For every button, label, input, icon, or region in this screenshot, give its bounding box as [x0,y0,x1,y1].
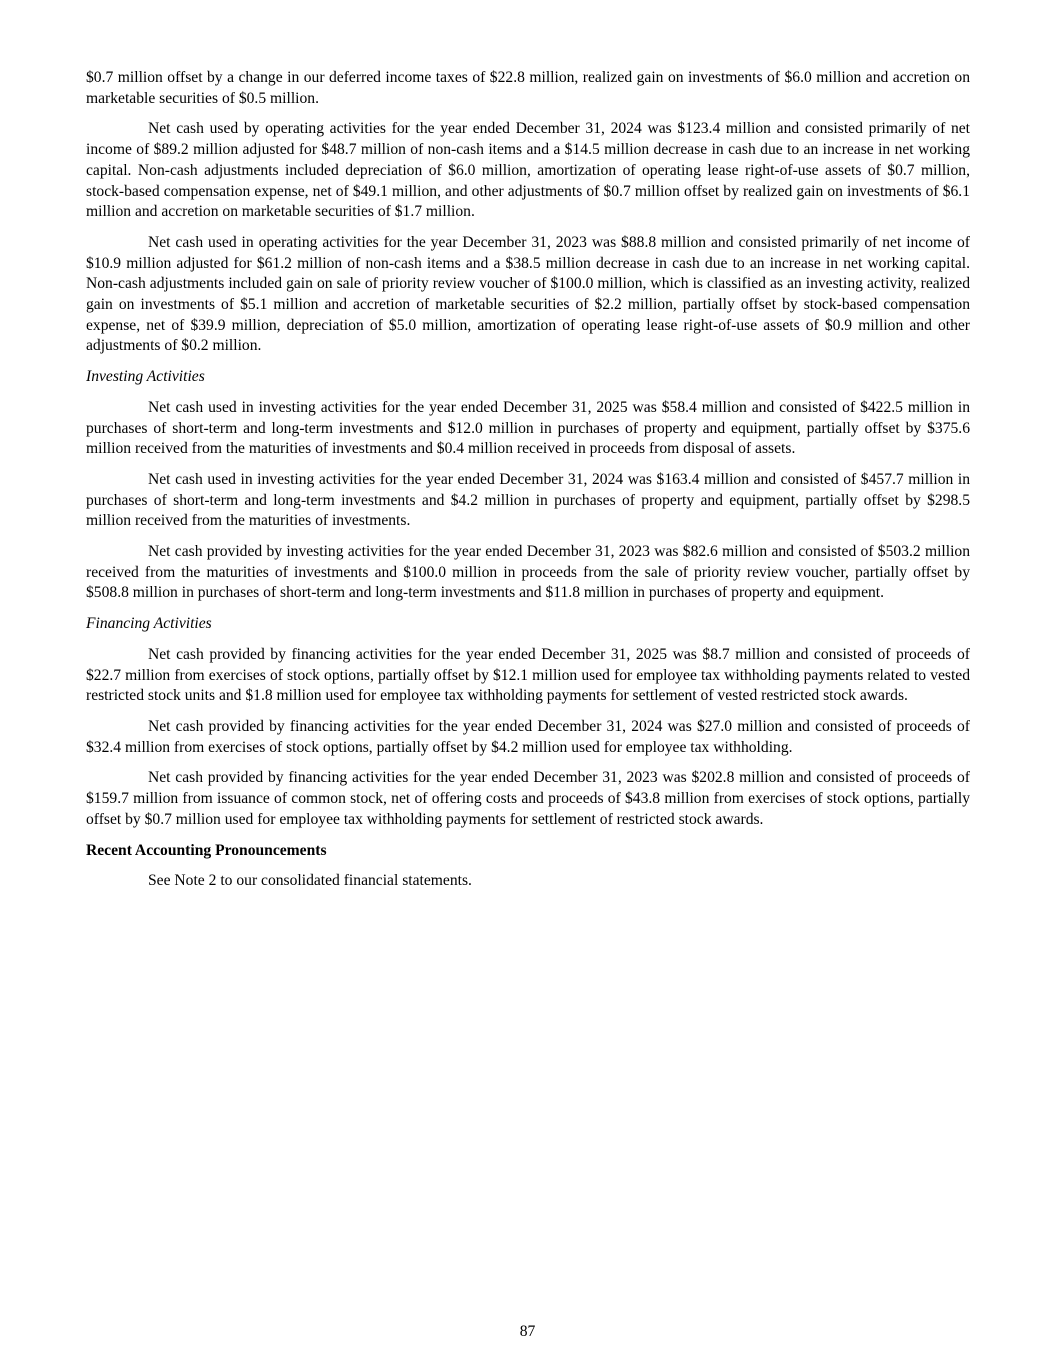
document-page [86,68,970,902]
financing-activities-heading: Financing Activities [86,615,212,633]
page-number: 87 [519,1323,536,1340]
paragraph-investing-2023: Net cash provided by investing activities for the year ended December 31, 2023 was $82.6 million and consisted of $503.2 million received from the maturities of investments and $100.0 million in proceeds from the sale of priority review voucher, partially offset by $508.8 million in purchases of short-term and long-term investments and $11.8 million in purchases of property and equipment. [86,543,970,602]
paragraph-operating-2024: Net cash used by operating activities for the year ended December 31, 2024 was $123.4 million and consisted primarily of net income of $89.2 million adjusted for $48.7 million of non-cash items and a $14.5 million decrease in cash due to an increase in net working capital. Non-cash adjustments included depreciation of $6.0 million, amortization of operating lease right-of-use assets of $0.7 million, stock-based compensation expense, net of $49.1 million, and other adjustments of $0.7 million offset by realized gain on investments of $6.1 million and accretion on marketable securities of $1.7 million. [86,120,970,221]
paragraph-operating-2023: Net cash used in operating activities for the year December 31, 2023 was $88.8 million and consisted primarily of net income of $10.9 million adjusted for $61.2 million of non-cash items and a $38.5 million decrease in cash due to an increase in net working capital. Non-cash adjustments included gain on sale of priority review voucher of $100.0 million, which is classified as an investing activity, realized gain on investments of $5.1 million and accretion of marketable securities of $2.2 million, partially offset by stock-based compensation expense, net of $39.9 million, depreciation of $5.0 million, amortization of operating lease right-of-use assets of $0.9 million and other adjustments of $0.2 million. [86,233,970,355]
paragraph-financing-2023: Net cash provided by financing activities for the year ended December 31, 2023 was $202.8 million and consisted of proceeds of $159.7 million from issuance of common stock, net of offering costs and proceeds of $43.8 million from exercises of stock options, partially offset by $0.7 million used for employee tax withholding payments for settlement of restricted stock awards. [86,769,970,828]
paragraph-operating-continued: $0.7 million offset by a change in our deferred income taxes of $22.8 million, realized gain on investments of $6.0 million and accretion on marketable securities of $0.5 million. [86,69,970,107]
paragraph-financing-2024: Net cash provided by financing activities for the year ended December 31, 2024 was $27.0 million and consisted of proceeds of $32.4 million from exercises of stock options, partially offset by $4.2 million used for employee tax withholding. [86,717,970,756]
paragraph-investing-2025: Net cash used in investing activities for the year ended December 31, 2025 was $58.4 million and consisted of $422.5 million in purchases of short-term and long-term investments and $12.0 million in purchases of property and equipment, partially offset by $375.6 million received from the maturities of investments and $0.4 million received in proceeds from disposal of assets. [86,398,970,458]
investing-activities-heading: Investing Activities [86,368,205,386]
paragraph-recent-accounting: See Note 2 to our consolidated financial statements. [148,872,472,890]
paragraph-investing-2024: Net cash used in investing activities for the year ended December 31, 2024 was $163.4 million and consisted of $457.7 million in purchases of short-term and long-term investments and $4.2 million in purchases of property and equipment, partially offset by $298.5 million received from the maturities of investments. [86,470,970,530]
recent-accounting-pronouncements-heading: Recent Accounting Pronouncements [86,841,327,859]
paragraph-financing-2025: Net cash provided by financing activities for the year ended December 31, 2025 was $8.7 million and consisted of proceeds of $22.7 million from exercises of stock options, partially offset by $12.1 million used for employee tax withholding payments related to vested restricted stock units and $1.8 million used for employee tax withholding payments for settlement of vested restricted stock awards. [86,645,970,705]
